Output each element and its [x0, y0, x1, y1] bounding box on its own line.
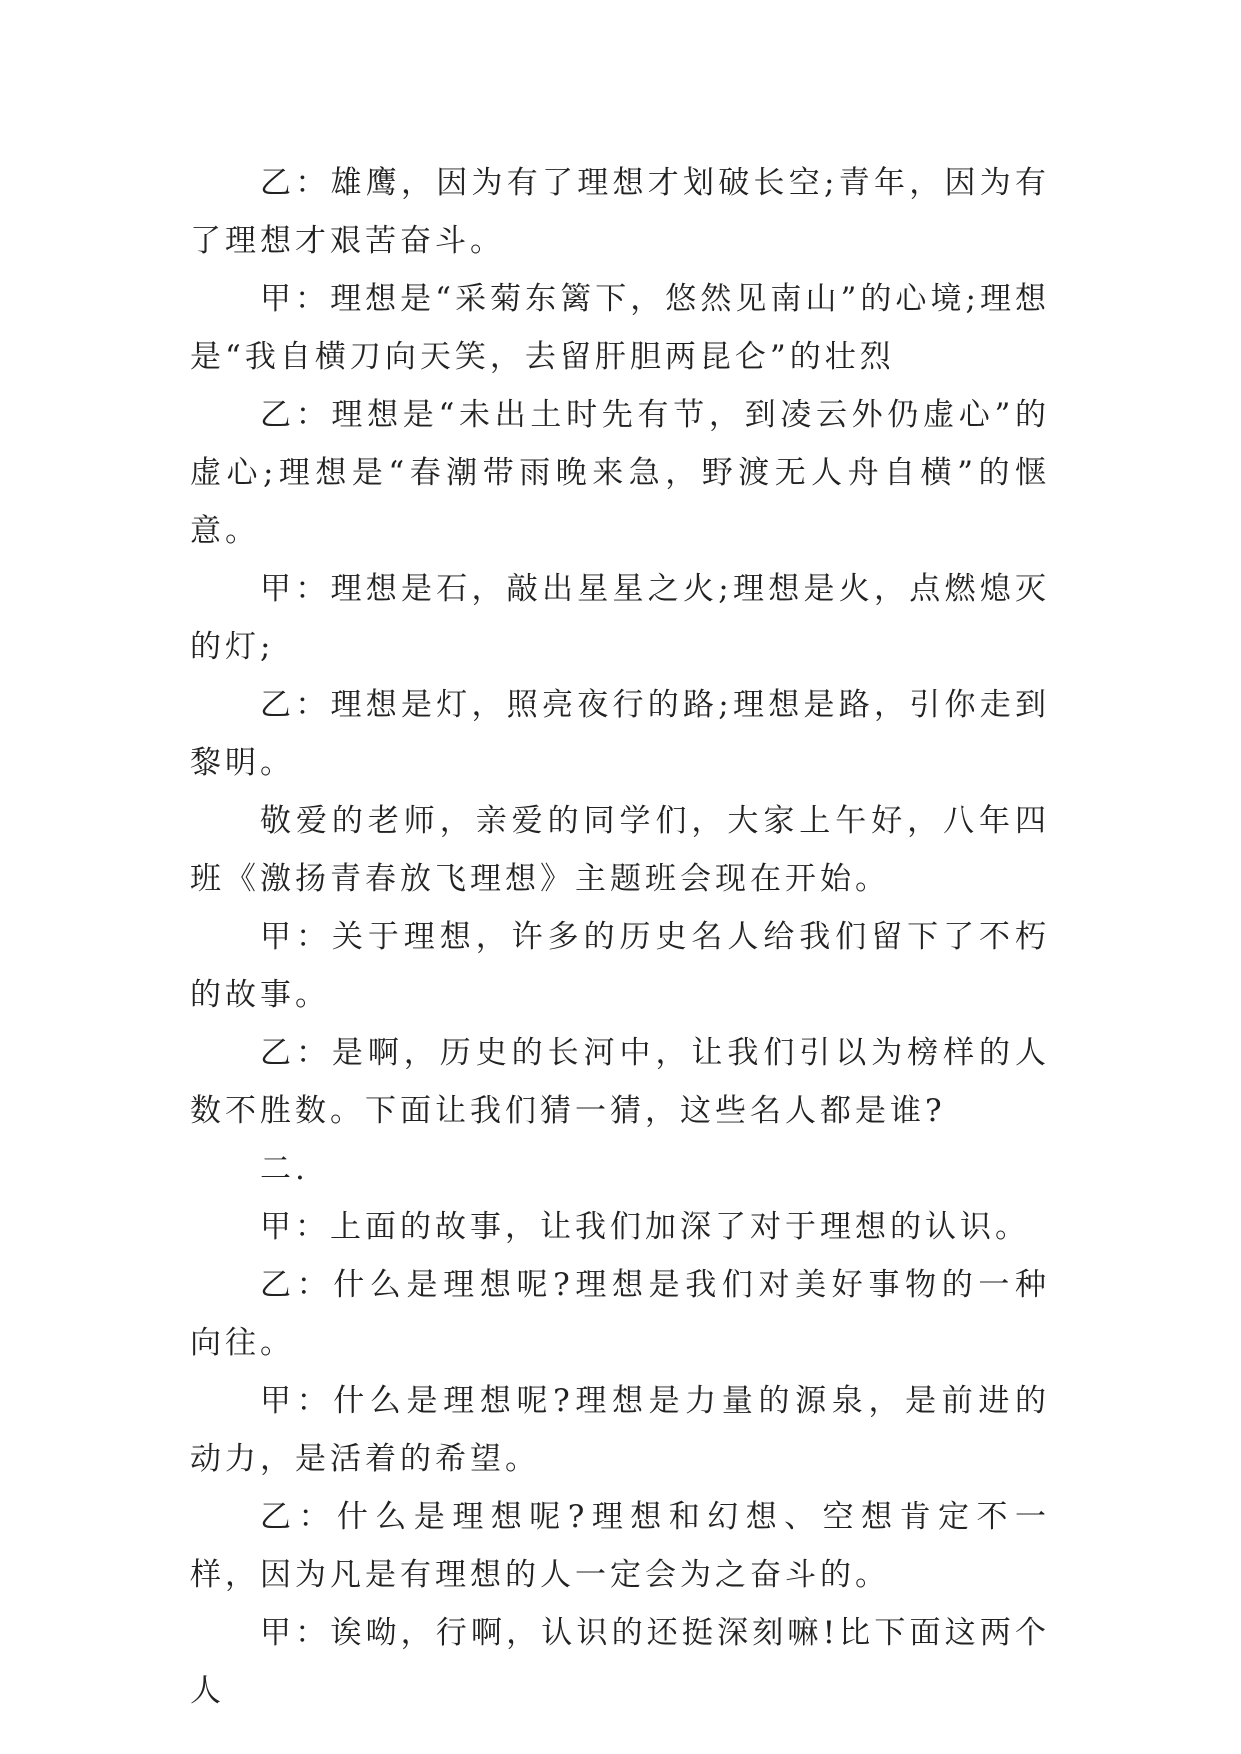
paragraph: 乙：雄鹰，因为有了理想才划破长空;青年，因为有了理想才艰苦奋斗。	[190, 165, 1050, 259]
paragraph: 甲：关于理想，许多的历史名人给我们留下了不朽的故事。	[190, 919, 1050, 1013]
document-body	[190, 154, 1050, 1720]
paragraph: 二.	[260, 1151, 309, 1187]
paragraph: 甲：什么是理想呢?理想是力量的源泉，是前进的动力，是活着的希望。	[190, 1383, 1050, 1477]
paragraph: 甲：上面的故事，让我们加深了对于理想的认识。	[260, 1209, 1030, 1245]
paragraph: 乙：理想是灯，照亮夜行的路;理想是路，引你走到黎明。	[190, 687, 1050, 781]
paragraph: 乙：什么是理想呢?理想和幻想、空想肯定不一样，因为凡是有理想的人一定会为之奋斗的。	[190, 1499, 1050, 1593]
paragraph: 甲：理想是“采菊东篱下，悠然见南山”的心境;理想是“我自横刀向天笑，去留肝胆两昆仑”的壮烈	[190, 281, 1050, 375]
paragraph: 乙：理想是“未出土时先有节，到凌云外仍虚心”的虚心;理想是“春潮带雨晚来急，野渡无人舟自横”的惬意。	[190, 397, 1050, 549]
paragraph: 甲：诶呦，行啊，认识的还挺深刻嘛!比下面这两个人	[190, 1615, 1050, 1709]
paragraph: 乙：什么是理想呢?理想是我们对美好事物的一种向往。	[190, 1267, 1050, 1361]
paragraph: 乙：是啊，历史的长河中，让我们引以为榜样的人数不胜数。下面让我们猜一猜，这些名人都是谁?	[190, 1035, 1050, 1129]
paragraph: 敬爱的老师，亲爱的同学们，大家上午好，八年四班《激扬青春放飞理想》主题班会现在开始。	[190, 803, 1050, 897]
paragraph: 甲：理想是石，敲出星星之火;理想是火，点燃熄灭的灯;	[190, 571, 1050, 665]
